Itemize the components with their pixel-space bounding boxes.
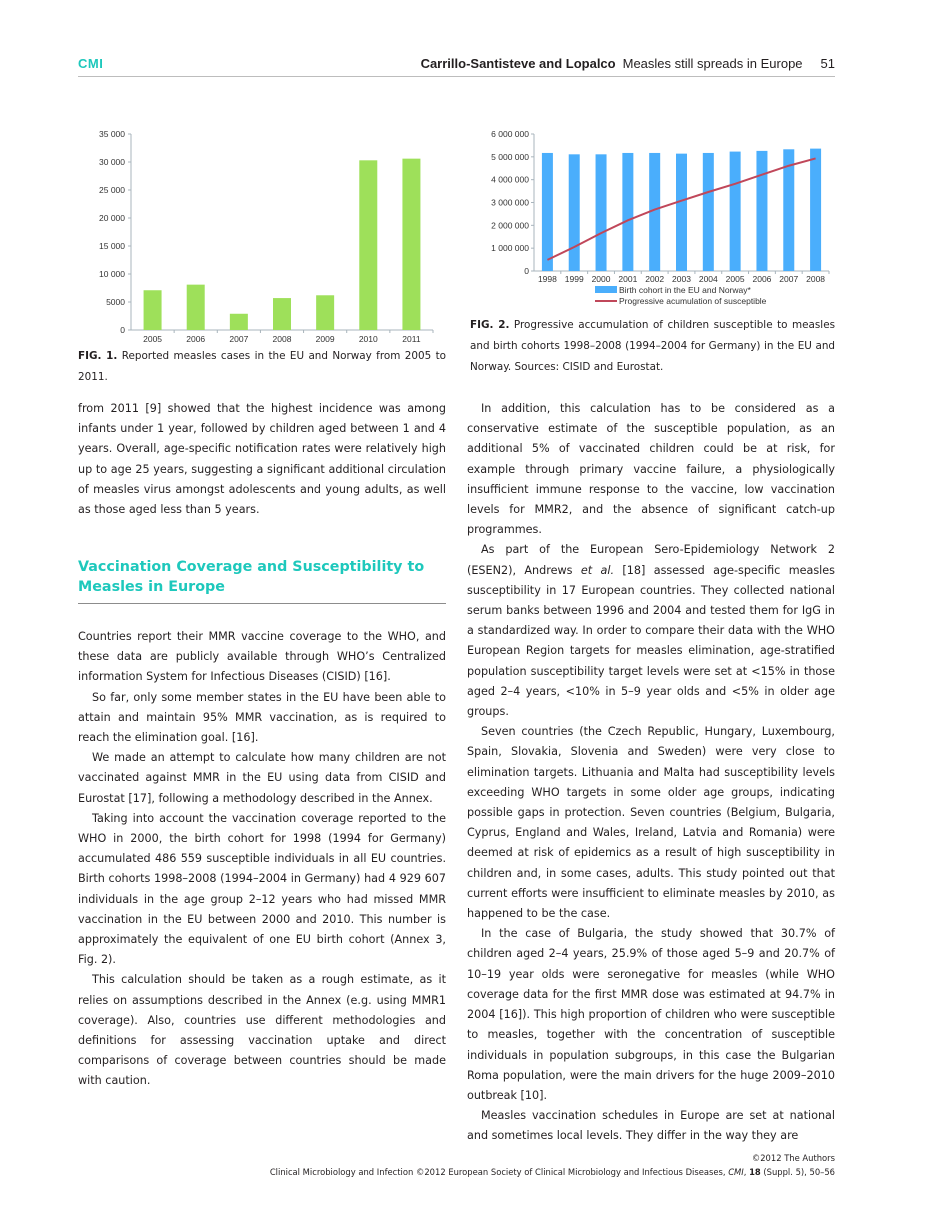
left-column-body [78, 627, 446, 1092]
running-header [78, 54, 835, 77]
page-footer [270, 1151, 835, 1179]
footer-text: Clinical Microbiology and Infection ©2012 European Society of Clinical Microbiology and Infectious Diseases, [269, 1167, 729, 1177]
y-tick-label: 15 000 [99, 241, 125, 251]
paragraph: Measles vaccination schedules in Europe are set at national and sometimes local levels. They differ in the way they are [467, 1109, 835, 1143]
x-tick-label: 2001 [618, 274, 638, 284]
bar [703, 153, 714, 271]
figure-1-chart [78, 120, 448, 345]
figure-1-caption-text: Reported measles cases in the EU and Norway from 2005 to 2011. [78, 350, 446, 383]
paragraph: Seven countries (the Czech Republic, Hungary, Luxembourg, Spain, Slovakia, Slovenia and Sweden) were very close to elimination targets. Lithuania and Malta had susceptibility levels exceeding WHO targets in some older age groups, indicating possible gaps in protection. Seven countries (Belgium, Bulgaria, Cyprus, England and Wales, Ireland, Latvia and Romania) were deemed at risk of epidemics as a result of high susceptibility in children and, in some cases, adults. This study pointed out that current efforts were insufficient to eliminate measles by 2010, as happened to be the case. [467, 725, 835, 921]
paragraph: This calculation should be taken as a rough estimate, as it relies on assumptions described in the Annex (e.g. using MMR1 coverage). Also, countries use different methodologies and definitions for assessing vaccination uptake and direct comparisons of coverage between countries should be made with caution. [78, 973, 446, 1088]
running-head-authors: Carrillo-Santisteve and Lopalco [420, 56, 616, 71]
bar [596, 154, 607, 271]
y-tick-label: 0 [524, 266, 529, 276]
footer-journal-line [270, 1165, 835, 1179]
x-tick-label: 2002 [645, 274, 665, 284]
bar [542, 153, 553, 271]
figure-1-caption [78, 346, 446, 388]
figure-1-label: FIG. 1. [78, 350, 118, 362]
paragraph: from 2011 [9] showed that the highest incidence was among infants under 1 year, followed by children aged between 1 and 4 years. Overall, age-specific notification rates were relatively high up to age 25 years, suggesting a significant additional circulation of measles virus amongst adolescents and young adults, as well as those aged less than 5 years. [78, 402, 446, 517]
y-tick-label: 30 000 [99, 157, 125, 167]
x-tick-label: 2007 [229, 334, 249, 344]
bar [730, 152, 741, 271]
bar [756, 151, 767, 271]
section-heading: Vaccination Coverage and Susceptibility to Measles in Europe [78, 557, 446, 604]
figure-2-chart [470, 120, 845, 320]
y-tick-label: 4 000 000 [491, 174, 529, 185]
y-tick-label: 5000 [106, 297, 125, 307]
x-tick-label: 2008 [272, 334, 292, 344]
figure-2-caption-text: Progressive accumulation of children susceptible to measles and birth cohorts 1998–2008 (1994–2004 for Germany) in the EU and Norway. Sources: CISID and Eurostat. [470, 319, 835, 373]
x-tick-label: 2009 [315, 334, 335, 344]
legend-label: Progressive acumulation of susceptible [619, 296, 767, 306]
footer-volume: 18 [749, 1167, 761, 1177]
page-number: 51 [820, 56, 835, 71]
bar [359, 160, 377, 330]
y-tick-label: 1 000 000 [491, 243, 529, 254]
legend-label: Birth cohort in the EU and Norway* [619, 285, 751, 295]
paragraph: In the case of Bulgaria, the study showed that 30.7% of children aged 2–4 years, 25.9% of those aged 5–9 and 20.7% of 10–19 year olds were seronegative for measles (while WHO coverage data for the first MMR dose was estimated at 94.7% in 2004 [16]). This high proportion of children who were susceptible to measles, together with the concentration of susceptible individuals in population subgroups, in this case the Bulgarian Roma population, were the main drivers for the huge 2009–2010 outbreak [10]. [467, 927, 835, 1102]
footer-text: (Suppl. 5), 50–56 [760, 1167, 835, 1177]
y-tick-label: 6 000 000 [491, 129, 529, 139]
paragraph-text: [18] assessed age-specific measles susceptibility in 17 European countries. They collected national serum banks between 1996 and 2004 and tested them for IgG in a standardized way. In order to compare their data with the WHO European Region targets for measles elimination, age-stratified population susceptibility target levels were set at <15% in those aged 2–4 years, <10% in 5–9 year olds and <5% in older age groups. [467, 563, 835, 719]
footer-text: , [743, 1167, 750, 1177]
x-tick-label: 2008 [806, 274, 826, 284]
figure-1-bar-chart [78, 120, 448, 345]
x-tick-label: 2000 [591, 274, 611, 284]
x-tick-label: 1998 [537, 274, 557, 284]
y-tick-label: 10 000 [99, 269, 125, 279]
y-tick-label: 2 000 000 [491, 220, 529, 231]
x-tick-label: 2011 [402, 334, 421, 344]
paragraph: Countries report their MMR vaccine coverage to the WHO, and these data are publicly available through WHO’s Centralized information System for Infectious Diseases (CISID) [16]. [78, 630, 446, 684]
y-tick-label: 3 000 000 [491, 197, 529, 208]
x-tick-label: 2006 [752, 274, 772, 284]
figure-2-label: FIG. 2. [470, 319, 510, 331]
legend-bar-swatch [595, 286, 617, 293]
footer-journal-abbrev: CMI [728, 1167, 744, 1177]
bar [402, 159, 420, 330]
bar [810, 149, 821, 271]
x-tick-label: 2005 [143, 334, 163, 344]
paragraph: So far, only some member states in the EU have been able to attain and maintain 95% MMR vaccination, as is required to reach the elimination goal. [16]. [78, 690, 446, 745]
x-tick-label: 2006 [186, 334, 206, 344]
x-tick-label: 1999 [564, 274, 584, 284]
x-tick-label: 2004 [698, 274, 718, 284]
x-tick-label: 2003 [672, 274, 691, 284]
bar [230, 314, 248, 330]
bar [144, 290, 162, 330]
left-column-top [78, 399, 446, 520]
running-head [421, 56, 835, 71]
x-tick-label: 2005 [725, 274, 745, 284]
bar [316, 295, 334, 330]
figure-2-caption [470, 315, 835, 378]
figure-2-bar-line-chart [470, 120, 845, 320]
bar [187, 285, 205, 330]
y-tick-label: 0 [120, 325, 125, 335]
y-tick-label: 25 000 [99, 185, 125, 195]
bar [273, 298, 291, 330]
paragraph [467, 540, 835, 722]
paragraph: We made an attempt to calculate how many children are not vaccinated against MMR in the EU using data from CISID and Eurostat [17], following a methodology described in the Annex. [78, 751, 446, 805]
journal-tag: CMI [78, 56, 104, 71]
y-tick-label: 5 000 000 [491, 151, 529, 162]
et-al-italic: et al. [580, 563, 615, 577]
right-column [467, 399, 835, 1147]
paragraph: Taking into account the vaccination coverage reported to the WHO in 2000, the birth cohort for 1998 (1994 for Germany) accumulated 486 559 susceptible individuals in all EU countries. Birth cohorts 1998–2008 (1994–2004 in Germany) had 4 929 607 individuals in the age group 2–12 years who had missed MMR vaccination in the EU between 2000 and 2010. This number is approximately the equivalent of one EU birth cohort (Annex 3, Fig. 2). [78, 811, 446, 967]
bar [676, 154, 687, 271]
x-tick-label: 2007 [779, 274, 799, 284]
footer-copyright: ©2012 The Authors [751, 1153, 835, 1163]
paragraph-text: As part of the European Sero-Epidemiology Network 2 (ESEN2), Andrews [467, 543, 835, 577]
running-head-title: Measles still spreads in Europe [622, 56, 803, 71]
bar [622, 153, 633, 271]
bar [569, 154, 580, 271]
y-tick-label: 35 000 [99, 129, 125, 139]
paragraph: In addition, this calculation has to be considered as a conservative estimate of the susceptible population, as an additional 5% of vaccinated children could be at risk, for example through primary vaccine failure, a physiologically insufficient immune response to the vaccine, low vaccination levels for MMR2, and the absence of significant catch-up programmes. [467, 402, 835, 537]
y-tick-label: 20 000 [99, 213, 125, 223]
x-tick-label: 2010 [358, 334, 378, 344]
